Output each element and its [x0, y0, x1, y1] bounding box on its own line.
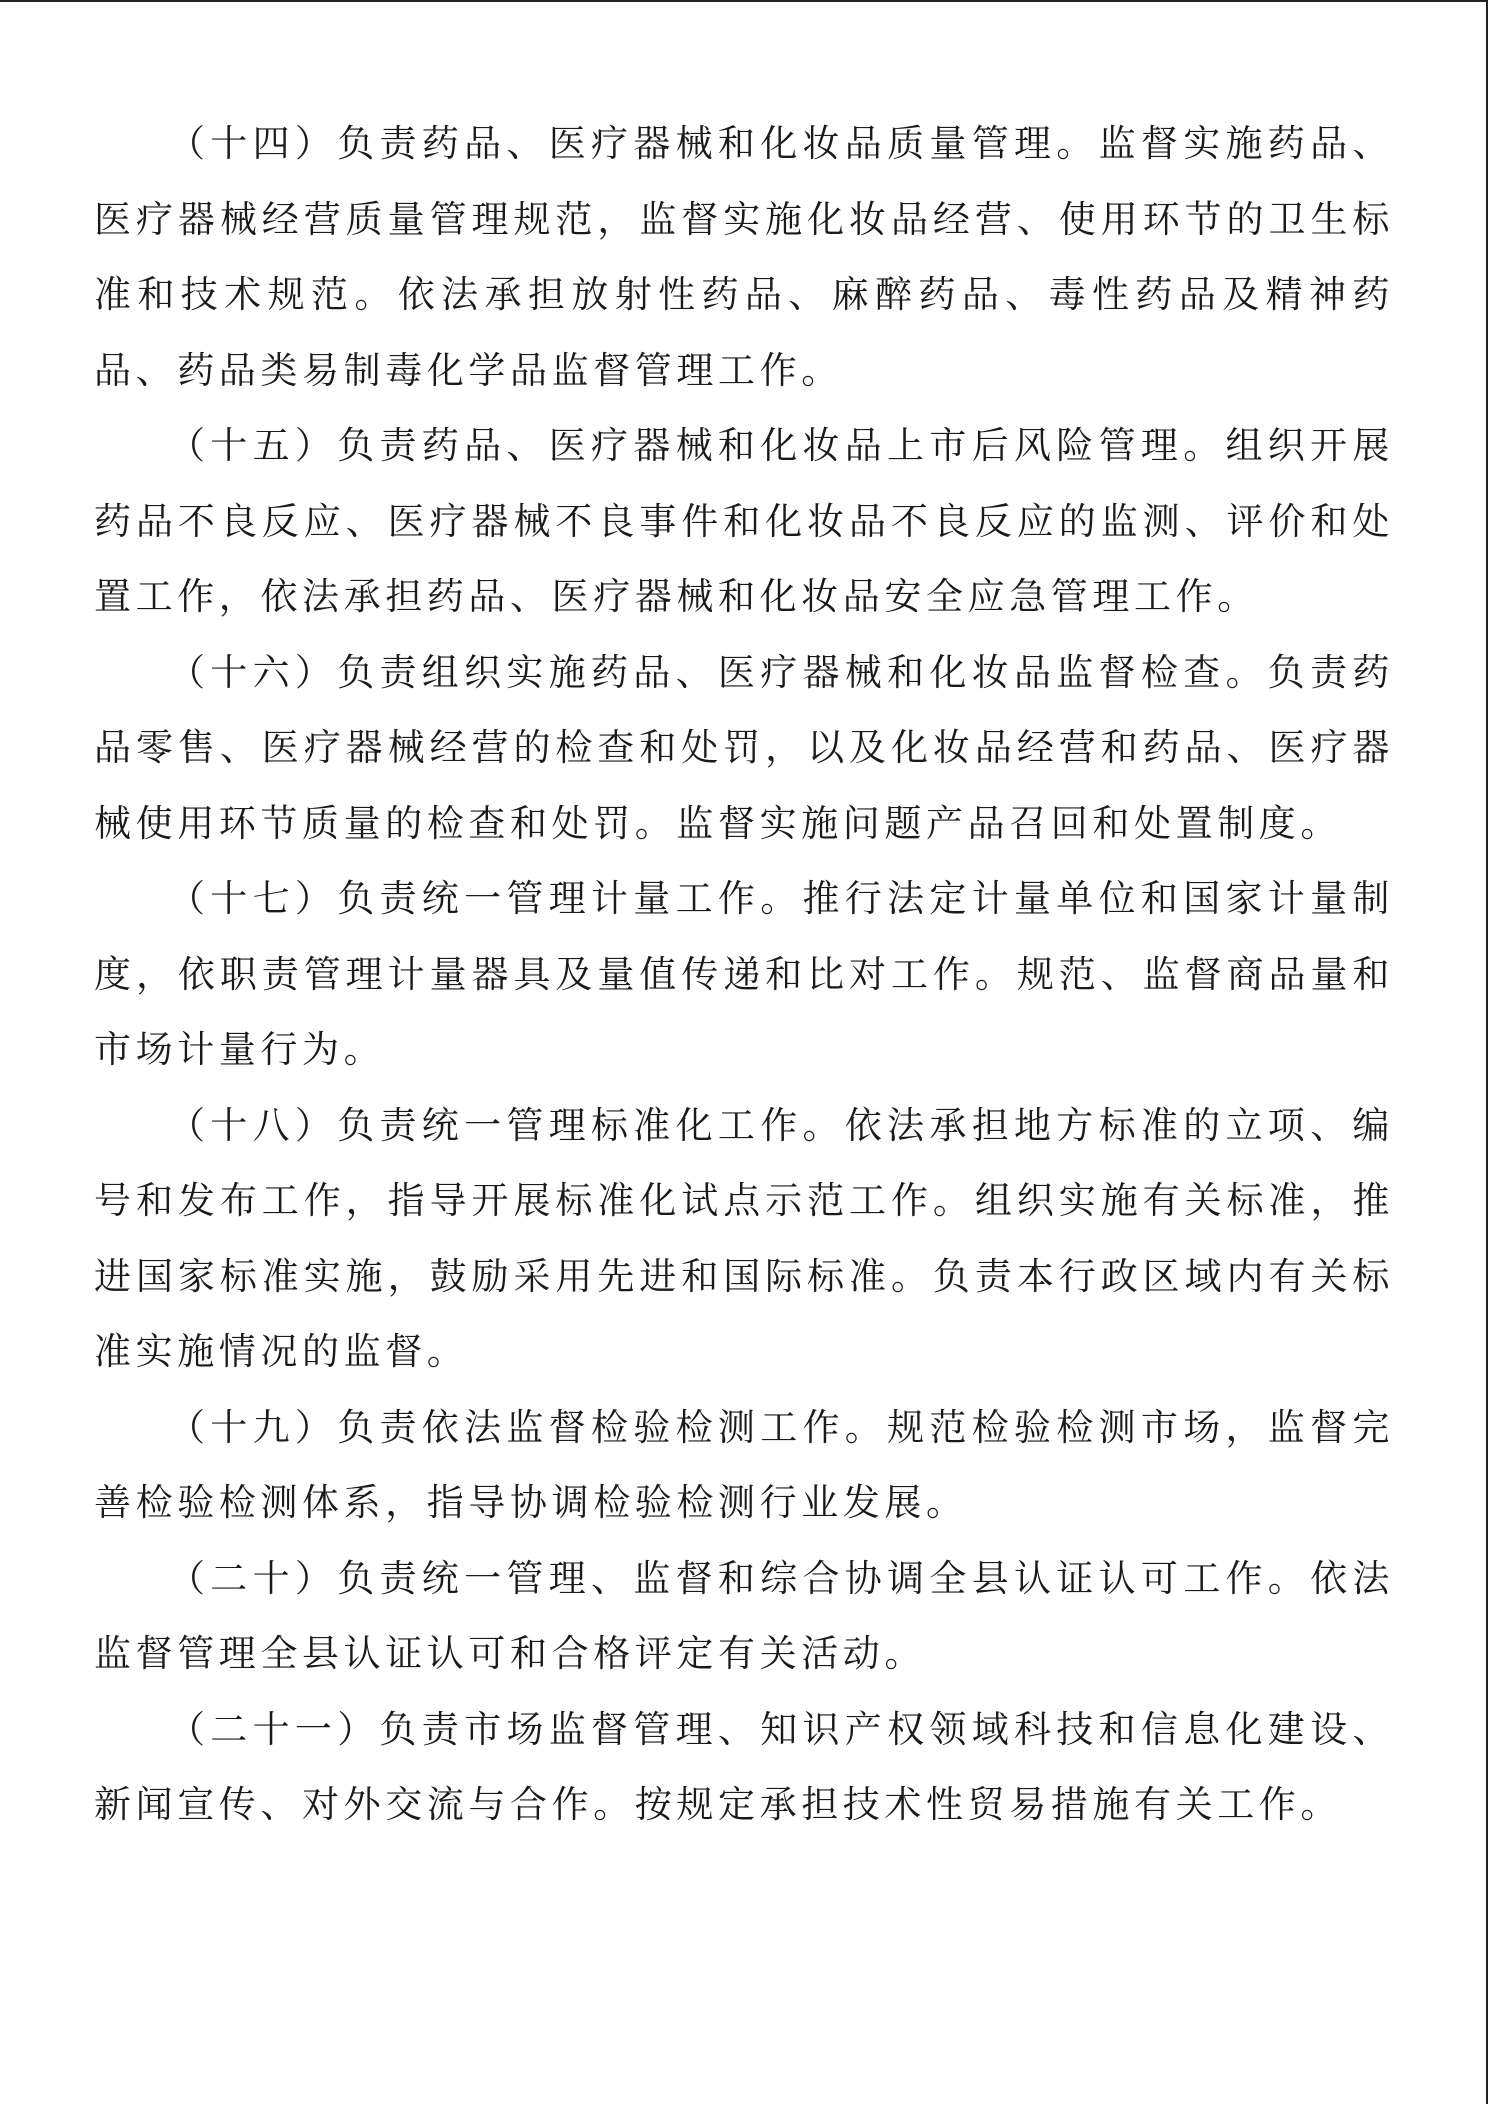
paragraph-19: （十九）负责依法监督检验检测工作。规范检验检测市场，监督完善检验检测体系，指导协调检验检测行业发展。: [94, 1405, 1394, 1524]
paragraph-14: （十四）负责药品、医疗器械和化妆品质量管理。监督实施药品、医疗器械经营质量管理规范，监督实施化妆品经营、使用环节的卫生标准和技术规范。依法承担放射性药品、麻醉药品、毒性药品及精神药品、药品类易制毒化学品监督管理工作。: [94, 122, 1394, 392]
paragraph-21: （二十一）负责市场监督管理、知识产权领域科技和信息化建设、新闻宣传、对外交流与合作。按规定承担技术性贸易措施有关工作。: [94, 1707, 1394, 1826]
paragraph-20: （二十）负责统一管理、监督和综合协调全县认证认可工作。依法监督管理全县认证认可和合格评定有关活动。: [94, 1556, 1394, 1675]
document-body: [94, 106, 1394, 1843]
paragraph-18: （十八）负责统一管理标准化工作。依法承担地方标准的立项、编号和发布工作，指导开展标准化试点示范工作。组织实施有关标准，推进国家标准实施，鼓励采用先进和国际标准。负责本行政区域内有关标准实施情况的监督。: [94, 1103, 1394, 1373]
paragraph-17: （十七）负责统一管理计量工作。推行法定计量单位和国家计量制度，依职责管理计量器具及量值传递和比对工作。规范、监督商品量和市场计量行为。: [94, 877, 1394, 1071]
paragraph-16: （十六）负责组织实施药品、医疗器械和化妆品监督检查。负责药品零售、医疗器械经营的检查和处罚，以及化妆品经营和药品、医疗器械使用环节质量的检查和处罚。监督实施问题产品召回和处置制度。: [94, 650, 1394, 845]
paragraph-15: （十五）负责药品、医疗器械和化妆品上市后风险管理。组织开展药品不良反应、医疗器械不良事件和化妆品不良反应的监测、评价和处置工作，依法承担药品、医疗器械和化妆品安全应急管理工作。: [94, 424, 1394, 618]
